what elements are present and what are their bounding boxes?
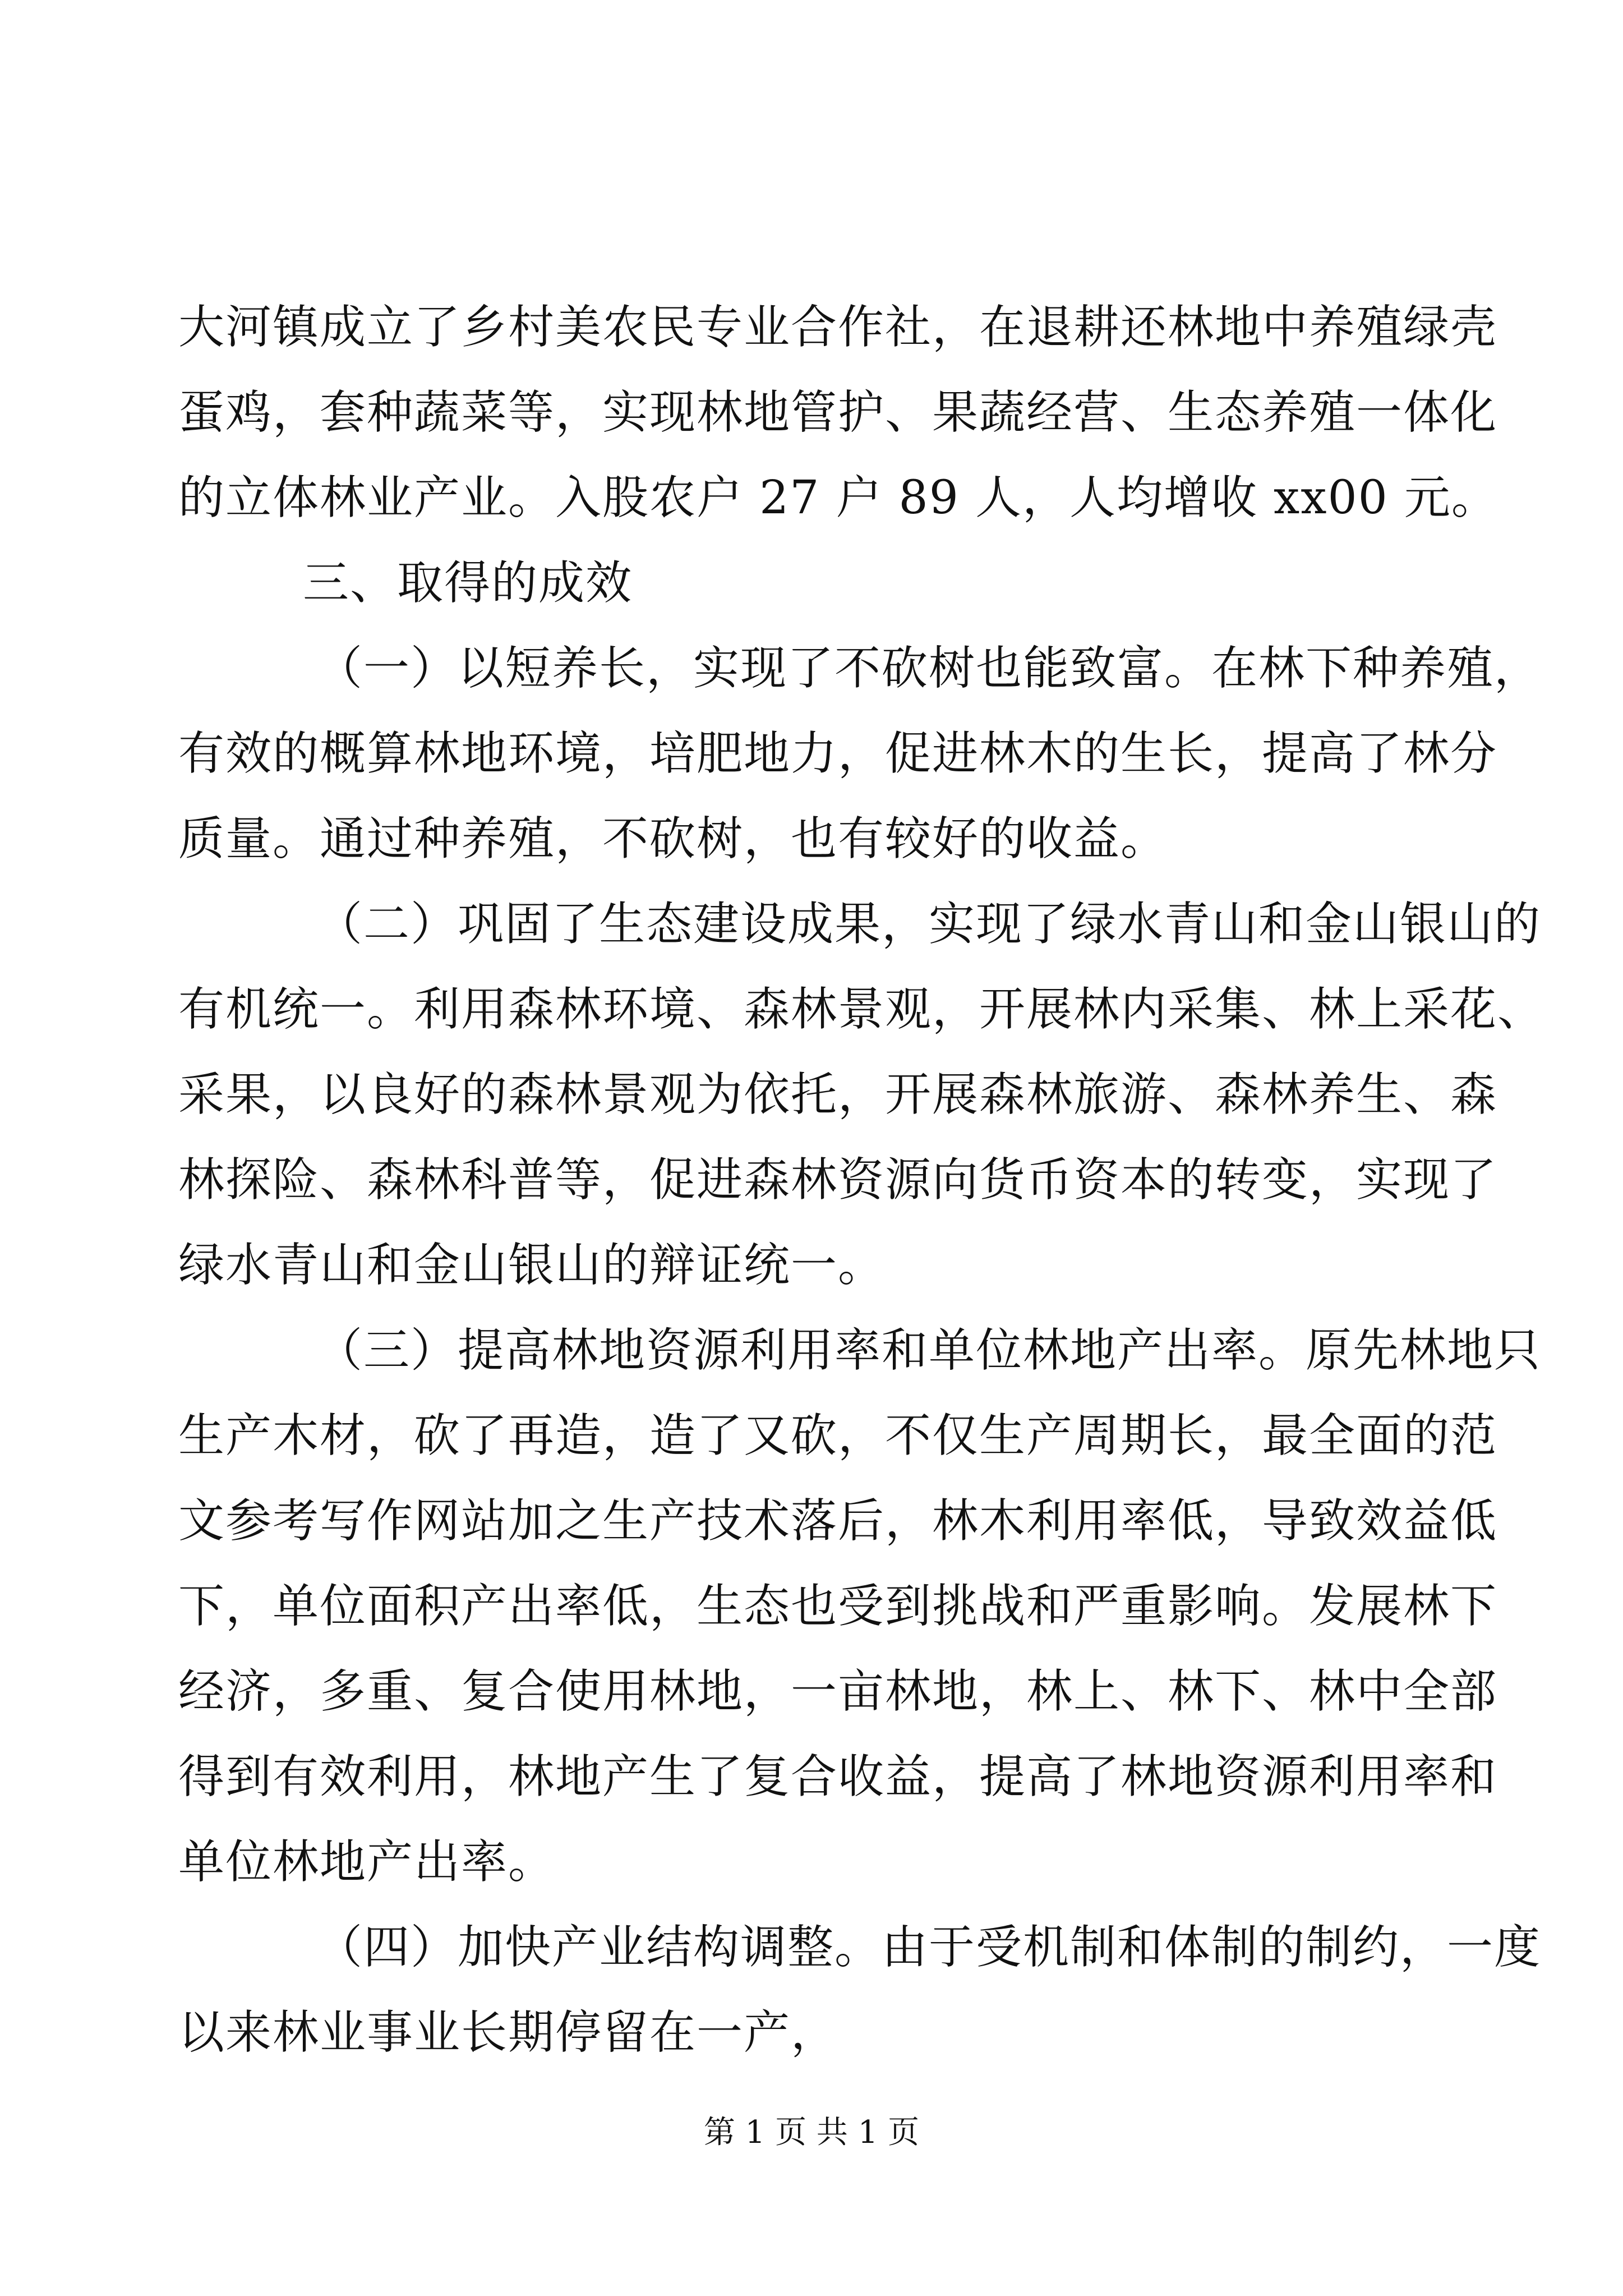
text-line: 有效的概算林地环境，培肥地力，促进林木的生长，提高了林分 [178,727,1498,780]
text-line: 生产木材，砍了再造，造了又砍，不仅生产周期长，最全面的范 [178,1409,1498,1462]
page-footer: 第 1 页 共 1 页 [703,2114,920,2151]
text-line: 绿水青山和金山银山的辩证统一。 [178,1239,886,1292]
paragraph-start-line: （四）加快产业结构调整。由于受机制和体制的制约，一度 [316,1921,1542,1974]
text-line: 大河镇成立了乡村美农民专业合作社，在退耕还林地中养殖绿壳 [178,301,1498,354]
text-line: 有机统一。利用森林环境、森林景观，开展林内采集、林上采花、 [178,983,1545,1036]
document-body [178,285,1545,2076]
paragraph-start-line: （三）提高林地资源利用率和单位林地产出率。原先林地只 [316,1324,1542,1377]
text-line: 蛋鸡，套种蔬菜等，实现林地管护、果蔬经营、生态养殖一体化 [178,386,1498,439]
section-heading: 三、取得的成效 [303,556,633,610]
paragraph-start-line: （一）以短养长，实现了不砍树也能致富。在林下种养殖， [316,642,1542,695]
text-line: 的立体林业产业。入股农户 27 户 89 人，人均增收 xx00 元。 [178,471,1498,524]
paragraph-start-line: （二）巩固了生态建设成果，实现了绿水青山和金山银山的 [316,898,1542,951]
text-line: 质量。通过种养殖，不砍树，也有较好的收益。 [178,812,1168,866]
text-line: 单位林地产出率。 [178,1835,556,1889]
text-line: 以来林业事业长期停留在一产， [178,2006,838,2059]
text-line: 采果，以良好的森林景观为依托，开展森林旅游、森林养生、森 [178,1068,1498,1121]
text-line: 林探险、森林科普等，促进森林资源向货币资本的转变，实现了 [178,1153,1498,1207]
text-line: 得到有效利用，林地产生了复合收益，提高了林地资源利用率和 [178,1750,1498,1803]
text-line: 经济，多重、复合使用林地，一亩林地，林上、林下、林中全部 [178,1665,1498,1718]
text-line: 文参考写作网站加之生产技术落后，林木利用率低，导致效益低 [178,1494,1498,1548]
text-line: 下，单位面积产出率低，生态也受到挑战和严重影响。发展林下 [178,1580,1498,1633]
